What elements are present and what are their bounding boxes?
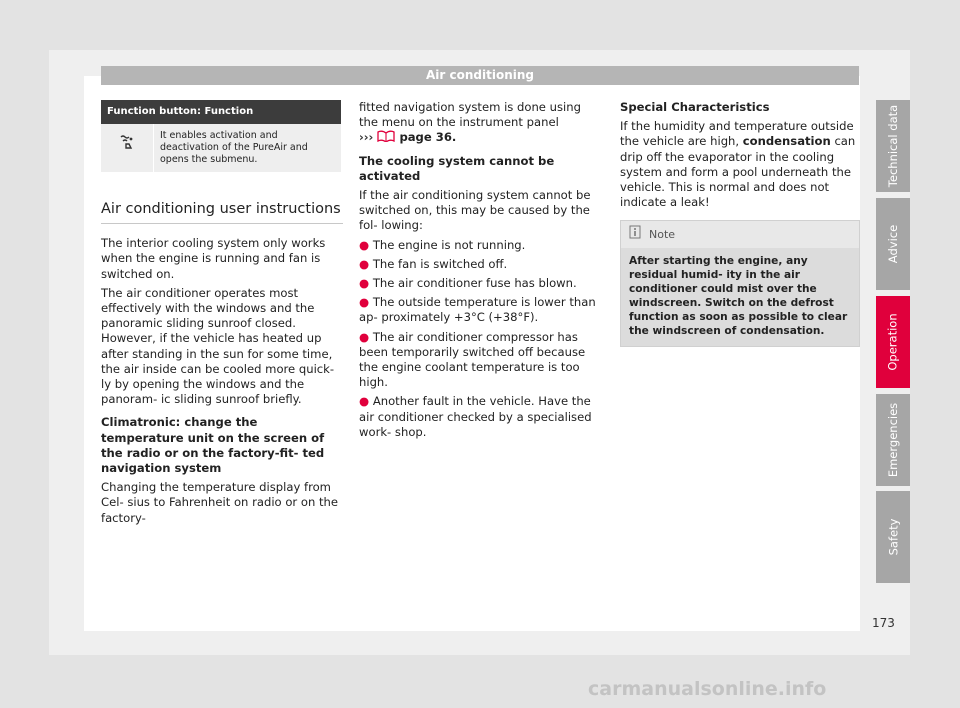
bold-term: condensation <box>742 134 831 149</box>
column-1 <box>101 100 343 530</box>
tab-technical-data[interactable]: Technical data <box>876 100 910 192</box>
page-number: 173 <box>872 616 895 630</box>
column-3 <box>620 100 860 347</box>
watermark: carmanualsonline.info <box>588 678 827 700</box>
bullet-icon: ● <box>359 329 370 344</box>
paragraph: If the air conditioning system cannot be switched on, this may be caused by the fol- lowing: <box>359 188 591 233</box>
reference-text: page 36. <box>399 130 457 145</box>
reference-arrow: ››› <box>359 130 374 145</box>
table-row <box>101 124 341 172</box>
list-item: ● The air conditioner fuse has blown. <box>359 276 577 291</box>
bullet-icon: ● <box>359 237 370 252</box>
paragraph: The air conditioner operates most effectively with the windows and the panoramic sliding sunroof closed. However, if the vehicle has heated up after standing in the sun for some time, the air inside can be cooled more quick- ly by opening the windows and the panoram- ic sliding sunroof briefly. <box>101 285 335 407</box>
list-item: ● The air conditioner compressor has been temporarily switched off because the engine coolant temperature is too high. <box>359 329 586 390</box>
tab-emergencies[interactable]: Emergencies <box>876 394 910 486</box>
tab-safety[interactable]: Safety <box>876 491 910 583</box>
paragraph: Changing the temperature display from Cel- sius to Fahrenheit on radio or on the factory- <box>101 480 339 525</box>
list-item: ● Another fault in the vehicle. Have the air conditioner checked by a specialised work- shop. <box>359 394 592 439</box>
list-item: ● The outside temperature is lower than ap- proximately +3°C (+38°F). <box>359 295 596 325</box>
subheading: Climatronic: change the temperature unit on the screen of the radio or on the factory-fit- ted navigation system <box>101 415 325 476</box>
page-header: Air conditioning <box>101 66 859 85</box>
list-item: ● The engine is not running. <box>359 237 526 252</box>
note-header <box>621 221 859 247</box>
list-item: ● The fan is switched off. <box>359 256 508 271</box>
tab-operation[interactable]: Operation <box>876 296 910 388</box>
function-table-heading: Function button: Function <box>101 100 341 124</box>
note-label: Note <box>649 227 676 241</box>
paragraph-text: fitted navigation system is done using the menu on the instrument panel <box>359 100 581 130</box>
page-reference-link[interactable] <box>359 130 456 144</box>
note-box <box>620 220 860 346</box>
paragraph: If the humidity and temperature outside the vehicle are high, condensation can drip off the evaporator in the cooling system and form a pool underneath the vehicle. This is normal and does not indicate a leak! <box>620 119 856 210</box>
subheading: Special Characteristics <box>620 100 770 114</box>
pureair-icon <box>118 143 136 154</box>
note-text: After starting the engine, any residual humid- ity in the air conditioner could mist over the windscreen. Switch on the defrost function as soon as possible to clear the windscreen of condensation. <box>629 254 848 337</box>
bullet-icon: ● <box>359 276 370 291</box>
column-2 <box>359 100 600 444</box>
table-text-cell: It enables activation and deactivation of the PureAir and opens the submenu. <box>154 124 342 172</box>
bullet-icon: ● <box>359 295 370 310</box>
info-icon <box>629 225 641 243</box>
book-icon <box>377 130 399 144</box>
bullet-icon: ● <box>359 394 370 409</box>
paragraph: The interior cooling system only works when the engine is running and fan is switched on. <box>101 236 326 281</box>
table-icon-cell <box>101 124 154 172</box>
subheading: The cooling system cannot be activated <box>359 153 555 183</box>
function-table <box>101 100 341 172</box>
paragraph <box>359 100 600 146</box>
bullet-icon: ● <box>359 256 370 271</box>
section-title: Air conditioning user instructions <box>101 202 343 224</box>
tab-advice[interactable]: Advice <box>876 198 910 290</box>
